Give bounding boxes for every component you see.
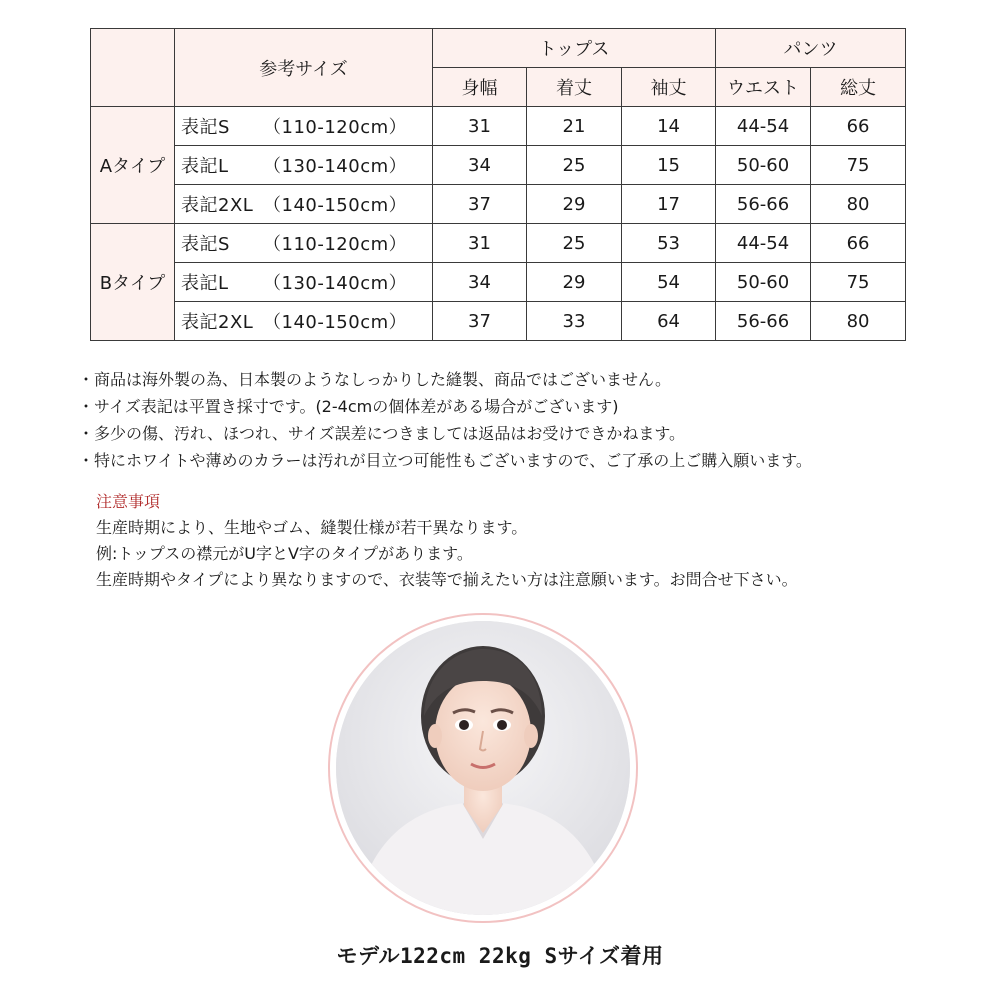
table-cell: 53 [622,224,716,263]
table-cell: 34 [433,146,527,185]
type-label: Aタイプ [91,107,175,224]
corner-cell [91,29,175,107]
table-cell: 66 [811,224,906,263]
caution-section [96,489,956,593]
column-header: 身幅 [433,68,527,107]
table-cell: 14 [622,107,716,146]
table-cell: 50-60 [716,146,811,185]
table-cell: 17 [622,185,716,224]
size-range: （110-120cm） [263,117,408,138]
tops-header: トップス [433,29,716,68]
table-cell: 75 [811,146,906,185]
table-row [91,302,906,341]
column-header: ウエスト [716,68,811,107]
table-row [91,263,906,302]
caution-line: 生産時期やタイプにより異なりますので、衣装等で揃えたい方は注意願います。お問合せ下さい。 [96,570,798,589]
table-cell: 15 [622,146,716,185]
size-label [175,185,433,224]
size-mark: 表記S [181,234,230,255]
pants-header: パンツ [716,29,906,68]
table-cell: 44-54 [716,224,811,263]
note-item [78,447,958,474]
table-row [91,224,906,263]
table-cell: 44-54 [716,107,811,146]
column-header: 着丈 [527,68,622,107]
table-cell: 29 [527,185,622,224]
note-text: 商品は海外製の為、日本製のようなしっかりした縫製、商品ではございません。 [94,370,671,389]
size-range: （140-150cm） [263,195,408,216]
caution-title: 注意事項 [96,492,161,511]
table-cell: 31 [433,224,527,263]
size-label [175,263,433,302]
bullet: ・ [78,397,95,416]
model-illustration [336,621,630,915]
type-label: Bタイプ [91,224,175,341]
note-item [78,420,958,447]
size-mark: 表記L [181,273,229,294]
bullet: ・ [78,370,95,389]
note-item [78,366,958,393]
caution-line: 例:トップスの襟元がU字とV字のタイプがあります。 [96,544,473,563]
size-range: （140-150cm） [263,312,408,333]
table-cell: 29 [527,263,622,302]
size-range: （130-140cm） [263,156,408,177]
column-header: 袖丈 [622,68,716,107]
table-cell: 33 [527,302,622,341]
bullet: ・ [78,451,95,470]
table-cell: 25 [527,224,622,263]
model-photo [336,621,630,915]
size-label [175,146,433,185]
photo-caption: モデル122cm 22kg Sサイズ着用 [336,944,664,968]
table-cell: 66 [811,107,906,146]
table-cell: 80 [811,185,906,224]
note-text: サイズ表記は平置き採寸です。(2-4cmの個体差がある場合がございます) [94,397,619,416]
table-cell: 34 [433,263,527,302]
table-cell: 56-66 [716,302,811,341]
note-text: 多少の傷、汚れ、ほつれ、サイズ誤差につきましては返品はお受けできかねます。 [94,424,686,443]
note-item [78,393,958,420]
size-mark: 表記2XL [181,312,254,333]
table-cell: 64 [622,302,716,341]
table-row [91,185,906,224]
size-mark: 表記L [181,156,229,177]
size-range: （110-120cm） [263,234,408,255]
reference-size-header: 参考サイズ [175,29,433,107]
table-cell: 75 [811,263,906,302]
size-label [175,302,433,341]
size-label [175,224,433,263]
size-mark: 表記S [181,117,230,138]
table-cell: 21 [527,107,622,146]
bullet: ・ [78,424,95,443]
size-table [90,28,906,341]
table-cell: 50-60 [716,263,811,302]
note-text: 特にホワイトや薄めのカラーは汚れが目立つ可能性もございますので、ご了承の上ご購入願います。 [94,451,812,470]
table-cell: 56-66 [716,185,811,224]
notes-list [78,366,958,474]
table-row [91,107,906,146]
size-range: （130-140cm） [263,273,408,294]
table-cell: 37 [433,185,527,224]
table-cell: 25 [527,146,622,185]
column-header: 総丈 [811,68,906,107]
table-cell: 54 [622,263,716,302]
size-mark: 表記2XL [181,195,254,216]
size-label [175,107,433,146]
caution-line: 生産時期により、生地やゴム、縫製仕様が若干異なります。 [96,518,528,537]
table-cell: 80 [811,302,906,341]
size-table-body [91,107,906,341]
table-cell: 31 [433,107,527,146]
table-row [91,146,906,185]
table-cell: 37 [433,302,527,341]
